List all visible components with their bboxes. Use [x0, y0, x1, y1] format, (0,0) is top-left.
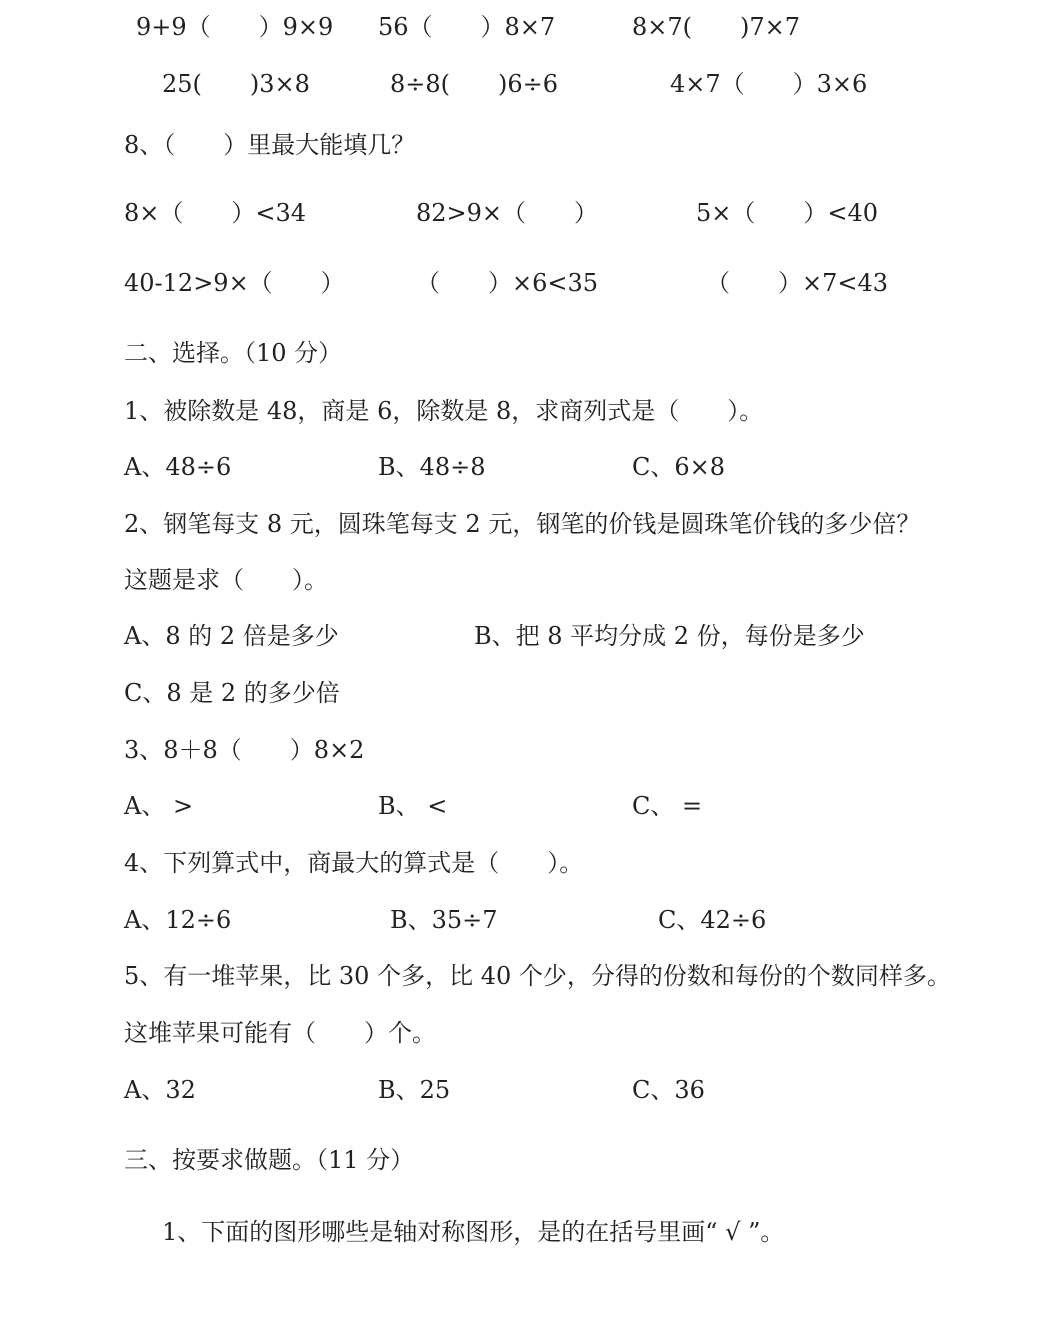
s2-q3-text: 3、8＋8（ ）8×2 — [124, 736, 365, 764]
s2-q4-option-c: C、42÷6 — [658, 906, 767, 934]
q8-item-3: 5×（ ）<40 — [696, 199, 879, 227]
compare-2-1: 25( )3×8 — [162, 70, 310, 98]
s2-q3-option-c: C、 = — [632, 792, 703, 820]
compare-1-2: 56（ ）8×7 — [378, 13, 556, 41]
section2-title: 二、选择。（10 分） — [124, 339, 343, 367]
compare-1-3: 8×7( )7×7 — [632, 13, 801, 41]
s2-q5-option-b: B、25 — [378, 1076, 451, 1104]
s2-q4-option-b: B、35÷7 — [390, 906, 498, 934]
s2-q3-option-b: B、 < — [378, 792, 448, 820]
q8-title: 8、（ ）里最大能填几？ — [124, 131, 416, 159]
s2-q2-option-c: C、8 是 2 的多少倍 — [124, 679, 340, 707]
s2-q2-option-b: B、把 8 平均分成 2 份，每份是多少 — [474, 622, 865, 650]
compare-2-3: 4×7（ ）3×6 — [670, 70, 868, 98]
s2-q4-option-a: A、12÷6 — [124, 906, 232, 934]
s2-q1-option-b: B、48÷8 — [378, 453, 486, 481]
q8-item-5: （ ）×6<35 — [416, 269, 599, 297]
s3-q1-text: 1、下面的图形哪些是轴对称图形，是的在括号里画“ √ ”。 — [162, 1218, 785, 1246]
s2-q4-text: 4、下列算式中，商最大的算式是（ ）。 — [124, 849, 584, 877]
q8-item-6: （ ）×7<43 — [706, 269, 889, 297]
q8-item-4: 40-12>9×（ ） — [124, 269, 345, 297]
s2-q3-option-a: A、 > — [124, 792, 194, 820]
s2-q5-text: 5、有一堆苹果，比 30 个多，比 40 个少，分得的份数和每份的个数同样多。 — [124, 962, 951, 990]
s2-q1-option-c: C、6×8 — [632, 453, 726, 481]
q8-item-1: 8×（ ）<34 — [124, 199, 307, 227]
s2-q5-option-a: A、32 — [124, 1076, 196, 1104]
s2-q1-option-a: A、48÷6 — [124, 453, 232, 481]
s2-q2-text2: 这题是求（ ）。 — [124, 566, 328, 594]
s2-q5-option-c: C、36 — [632, 1076, 705, 1104]
s2-q2-text: 2、钢笔每支 8 元，圆珠笔每支 2 元，钢笔的价钱是圆珠笔价钱的多少倍？ — [124, 510, 921, 538]
s2-q2-option-a: A、8 的 2 倍是多少 — [124, 622, 339, 650]
compare-2-2: 8÷8( )6÷6 — [390, 70, 559, 98]
compare-1-1: 9+9（ ）9×9 — [136, 13, 334, 41]
section3-title: 三、按要求做题。（11 分） — [124, 1146, 415, 1174]
s2-q1-text: 1、被除数是 48，商是 6，除数是 8，求商列式是（ ）。 — [124, 397, 764, 425]
q8-item-2: 82>9×（ ） — [416, 199, 599, 227]
s2-q5-text2: 这堆苹果可能有（ ）个。 — [124, 1019, 436, 1047]
